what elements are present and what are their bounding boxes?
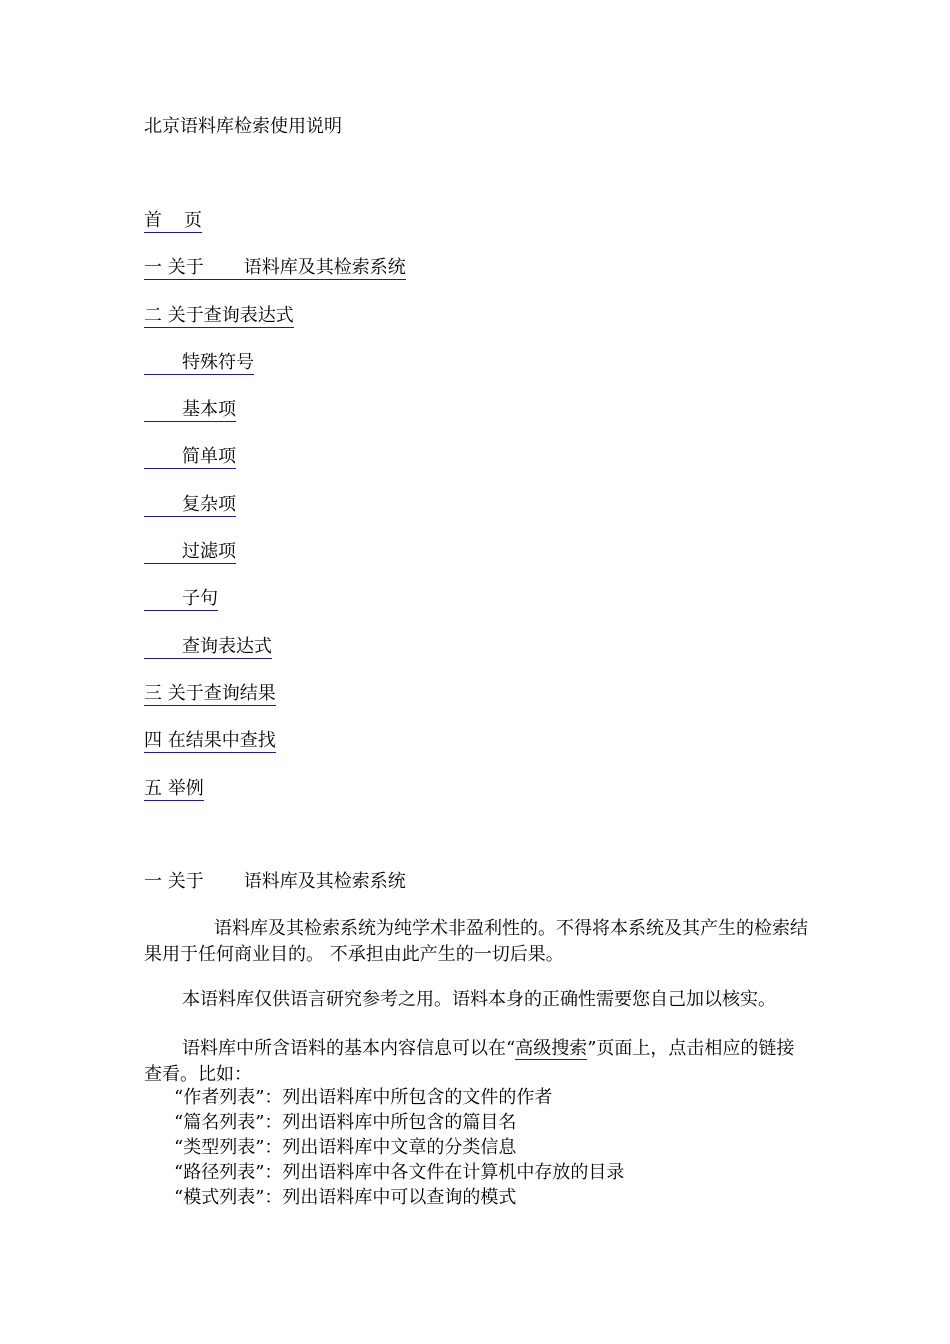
toc-item — [144, 255, 406, 302]
toc-link-text: 语料库及其检索系统 — [243, 257, 406, 279]
list-item: “路径列表”：列出语料库中各文件在计算机中存放的目录 — [174, 1162, 625, 1183]
toc-item — [144, 586, 406, 633]
toc-item — [144, 397, 406, 444]
section-heading-prefix: 一 关于 — [144, 871, 204, 892]
paragraph-corpus-info — [144, 1036, 808, 1088]
toc-link[interactable] — [144, 446, 236, 469]
toc-link[interactable] — [144, 494, 236, 517]
toc-item — [144, 634, 406, 681]
toc-item — [144, 681, 406, 728]
corpus-list-descriptions — [174, 1085, 624, 1210]
toc-link[interactable] — [144, 588, 218, 611]
toc-item — [144, 208, 406, 255]
toc-item — [144, 539, 406, 586]
toc-item — [144, 728, 406, 775]
toc-link[interactable] — [144, 636, 272, 659]
toc-link-text: 五 举例 — [144, 777, 204, 799]
toc-link-text: 四 在结果中查找 — [144, 730, 276, 752]
toc-link-text: 基本项 — [182, 399, 236, 421]
toc-item — [144, 350, 406, 397]
advanced-search-link[interactable]: 高级搜索 — [515, 1038, 588, 1059]
toc-link-prefix: 一 关于 — [144, 257, 204, 279]
toc-link[interactable] — [144, 399, 236, 422]
paragraph-text-after-link: ”页面上，点击相应的链接查看。比如： — [144, 1038, 795, 1085]
section-heading-text: 语料库及其检索系统 — [243, 871, 406, 892]
toc-item — [144, 492, 406, 539]
toc-link-text: 简单项 — [182, 446, 236, 468]
paragraph-reference-use: 本语料库仅供语言研究参考之用。语料本身的正确性需要您自己加以核实。 — [182, 989, 776, 1010]
table-of-contents — [144, 208, 406, 823]
toc-link-text: 子句 — [182, 588, 218, 610]
toc-link[interactable] — [144, 210, 202, 233]
toc-link-text: 查询表达式 — [182, 635, 272, 657]
toc-link[interactable] — [144, 352, 254, 375]
toc-item — [144, 776, 406, 823]
toc-link[interactable] — [144, 541, 236, 564]
list-item: “作者列表”：列出语料库中所包含的文件的作者 — [174, 1087, 553, 1108]
toc-link-prefix: 首 — [144, 210, 162, 231]
paragraph-text-before-link: 语料库中所含语料的基本内容信息可以在“ — [182, 1038, 516, 1059]
toc-link[interactable] — [144, 778, 204, 801]
toc-link[interactable] — [144, 305, 294, 328]
toc-item — [144, 444, 406, 491]
toc-link[interactable] — [144, 730, 276, 753]
toc-link-text: 三 关于查询结果 — [144, 682, 276, 704]
toc-link-text: 过滤项 — [182, 541, 236, 563]
document-title: 北京语料库检索使用说明 — [144, 116, 342, 137]
toc-link-text: 特殊符号 — [182, 351, 254, 373]
list-item: “篇名列表”：列出语料库中所包含的篇目名 — [174, 1112, 517, 1133]
list-item: “类型列表”：列出语料库中文章的分类信息 — [174, 1137, 517, 1158]
section-heading-about-corpus — [144, 869, 406, 895]
toc-link[interactable] — [144, 257, 406, 280]
toc-link[interactable] — [144, 683, 276, 706]
paragraph-disclaimer: 语料库及其检索系统为纯学术非盈利性的。不得将本系统及其产生的检索结果用于任何商业目的。 不承担由此产生的一切后果。 — [144, 918, 808, 965]
toc-link-text: 二 关于查询表达式 — [144, 304, 294, 326]
toc-link-text: 页 — [184, 210, 202, 231]
toc-link-text: 复杂项 — [182, 493, 236, 515]
list-item: “模式列表”：列出语料库中可以查询的模式 — [174, 1187, 517, 1208]
toc-item — [144, 303, 406, 350]
